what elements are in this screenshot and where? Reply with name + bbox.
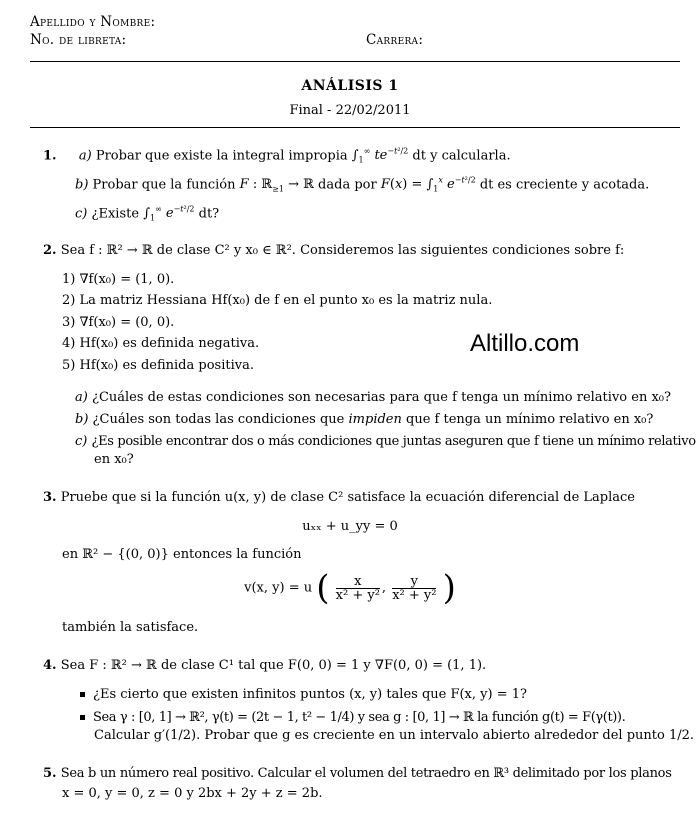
item-label: b) — [75, 412, 89, 427]
problem-3-text3: también la satisface. — [62, 620, 199, 635]
problem-text: Sea b un número real positivo. Calcular el volumen del tetraedro en ℝ³ delimitado por los planos — [60, 766, 672, 781]
problem-text: Pruebe que si la función u(x, y) de clase C² satisface la ecuación diferencial de Laplace — [60, 490, 635, 505]
item-text: Probar que existe la integral impropia — [95, 148, 348, 164]
problem-number: 2. — [43, 243, 57, 258]
problem-4-intro — [43, 658, 486, 673]
integral-expression: $\int_1^\infty$ $e^{-t^2/2}$ — [143, 205, 195, 223]
integral-expression: $\int_1^\infty$ $te^{-t^2/2}$ — [351, 147, 409, 165]
problem-number: 5. — [43, 766, 57, 781]
condition-item: 3) ∇f(x₀) = (0, 0). — [62, 315, 175, 330]
problem-4-bullet-2-cont: Calcular g′(1/2). Probar que g es creciente en un intervalo abierto alrededor del punto 1/2. — [94, 728, 694, 743]
problem-2-a — [75, 390, 671, 405]
problem-number: 4. — [43, 658, 57, 673]
equation-left: v(x, y) = u — [244, 580, 313, 596]
problem-text: Sea F : ℝ² → ℝ de clase C¹ tal que F(0, 0) = 1 y ∇F(0, 0) = (1, 1). — [60, 658, 487, 673]
top-rule — [30, 61, 680, 62]
condition-item: 1) ∇f(x₀) = (1, 0). — [62, 272, 175, 287]
function-definition: $F(x) = \int_1^x$ $e^{-t^2/2}$ — [380, 176, 476, 194]
problem-5-cont: x = 0, y = 0, z = 0 y 2bx + 2y + z = 2b. — [62, 786, 323, 801]
item-label: a) — [75, 390, 88, 405]
page-subtitle: Final - 22/02/2011 — [289, 103, 411, 118]
item-text: ¿Cuáles son todas las condiciones que — [92, 412, 345, 427]
item-label: c) — [75, 434, 88, 449]
emphasis-text: impiden — [348, 412, 402, 427]
item-label: b) — [75, 177, 89, 193]
item-text-end: que f tenga un mínimo relativo en x₀? — [406, 412, 654, 427]
item-text: ¿Cuáles de estas condiciones son necesarias para que f tenga un mínimo relativo en x₀? — [91, 390, 671, 405]
item-text: ¿Es posible encontrar dos o más condiciones que juntas aseguren que f tiene un mínimo relativo — [91, 434, 696, 449]
item-text-end: dt? — [198, 206, 220, 222]
item-label: a) — [78, 148, 92, 164]
libreta-label: No. de libreta: — [30, 32, 127, 48]
problem-4-bullet-2 — [80, 710, 625, 725]
item-text: ¿Existe — [91, 206, 140, 222]
watermark-logo: Altillo.com — [470, 330, 580, 357]
problem-1-c — [75, 205, 219, 223]
title-rule — [30, 127, 680, 128]
condition-item: 4) Hf(x₀) es definida negativa. — [62, 336, 260, 351]
carrera-label: Carrera: — [366, 32, 424, 48]
problem-1-a — [43, 147, 511, 165]
laplace-equation: uₓₓ + u_yy = 0 — [302, 519, 398, 534]
problem-number: 3. — [43, 490, 57, 505]
item-text-end: dt es creciente y acotada. — [479, 177, 650, 193]
bullet-text: Sea γ : [0, 1] → ℝ², γ(t) = (2t − 1, t² − 1/4) y sea g : [0, 1] → ℝ la función g(t) = F(γ(t)). — [93, 710, 626, 725]
problem-4-bullet-1 — [80, 687, 527, 702]
function-v-equation: v(x, y) = u ( $\frac{x}{\text{x² + y²}}$ , $\frac{y}{\text{x² + y²}}$ ) — [244, 568, 456, 608]
problem-2-c-cont: en x₀? — [94, 452, 134, 467]
bullet-icon — [80, 715, 85, 720]
problem-3-intro — [43, 490, 635, 505]
problem-1-b — [75, 176, 649, 194]
fraction-x: $\frac{x}{\text{x² + y²}}$ — [335, 573, 380, 603]
item-text-end: dt y calcularla. — [412, 148, 511, 164]
problem-number: 1. — [43, 148, 57, 164]
problem-text: Sea f : ℝ² → ℝ de clase C² y x₀ ∈ ℝ². Consideremos las siguientes condiciones sobre f: — [60, 243, 625, 258]
problem-2-intro — [43, 243, 624, 258]
name-label: Apellido y Nombre: — [30, 14, 156, 30]
problem-2-b — [75, 412, 653, 427]
condition-item: 2) La matriz Hessiana Hf(x₀) de f en el punto x₀ es la matriz nula. — [62, 293, 493, 308]
condition-item: 5) Hf(x₀) es definida positiva. — [62, 358, 254, 373]
problem-2-c — [75, 434, 696, 449]
item-label: c) — [75, 206, 88, 222]
fraction-y: $\frac{y}{\text{x² + y²}}$ — [392, 573, 437, 603]
bullet-text: ¿Es cierto que existen infinitos puntos (x, y) tales que F(x, y) = 1? — [93, 687, 527, 702]
bullet-icon — [80, 692, 85, 697]
function-signature: F : ℝ$_{\ge 1}$ → ℝ — [239, 177, 314, 194]
page-title: ANÁLISIS 1 — [301, 78, 399, 94]
item-text-mid: dada por — [318, 177, 377, 193]
item-text: Probar que la función — [92, 177, 236, 193]
problem-3-text2: en ℝ² − {(0, 0)} entonces la función — [62, 547, 302, 562]
problem-5-intro — [43, 766, 672, 781]
